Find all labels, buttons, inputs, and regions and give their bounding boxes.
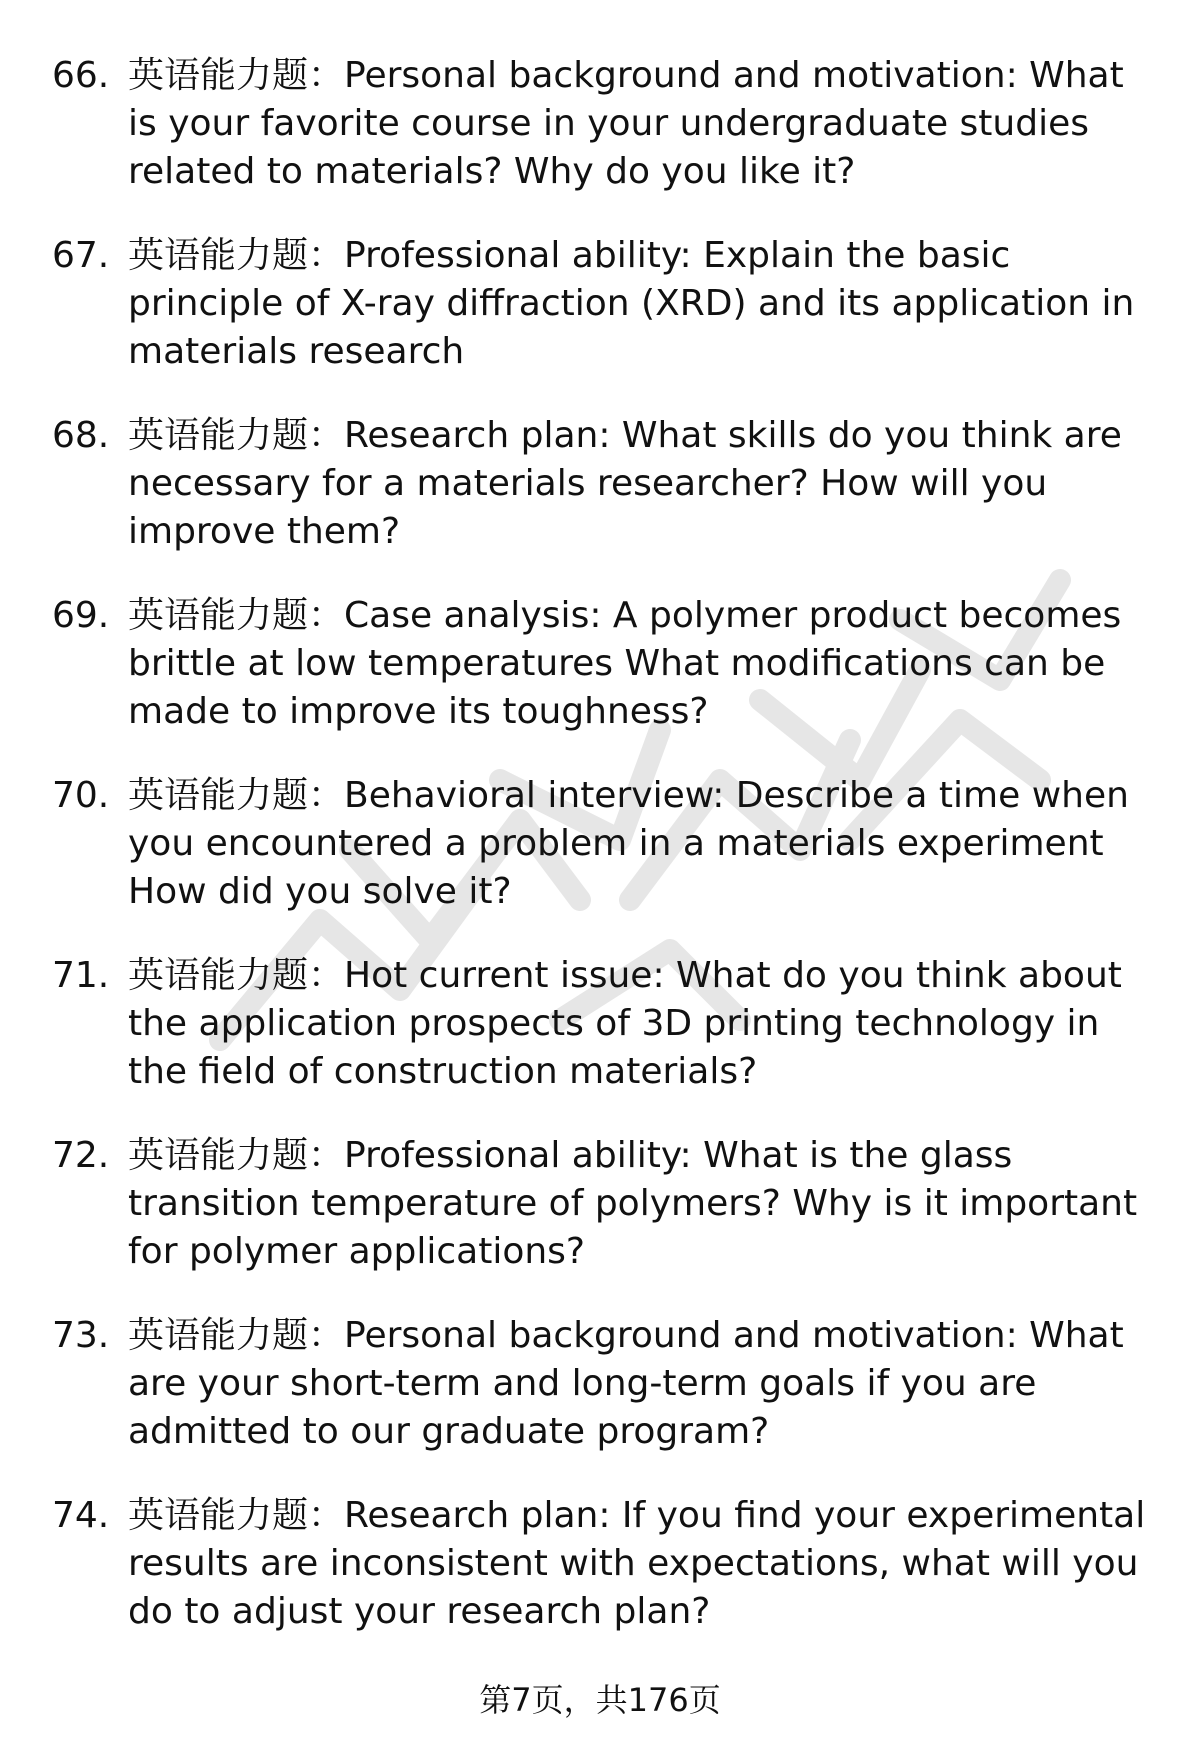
question-text: Professional ability: What is the glass transition temperature of polymers? Why is it important for polymer applications?: [128, 1135, 1138, 1272]
question-number: 66.: [52, 55, 110, 96]
question-number: 71.: [52, 955, 110, 996]
question-number: 73.: [52, 1315, 110, 1356]
question-category: 英语能力题：: [128, 1495, 345, 1536]
question-text: Behavioral interview: Describe a time when you encountered a problem in a materials experiment How did you solve it?: [128, 775, 1129, 912]
page-number: 第7页，共176页: [479, 1681, 721, 1719]
question-text: Case analysis: A polymer product becomes brittle at low temperatures What modifications can be made to improve its toughness?: [128, 595, 1122, 732]
question-number: 70.: [52, 775, 110, 816]
question-category: 英语能力题：: [128, 775, 345, 816]
question-body: [128, 232, 1160, 376]
question-category: 英语能力题：: [128, 55, 345, 96]
question-body: [128, 412, 1160, 556]
question-category: 英语能力题：: [128, 595, 345, 636]
question-text: Personal background and motivation: What are your short-term and long-term goals if you are admitted to our graduate program?: [128, 1315, 1124, 1452]
question-number: 74.: [52, 1495, 110, 1536]
question-body: [128, 1132, 1160, 1276]
question-body: [128, 1492, 1160, 1636]
question-body: [128, 592, 1160, 736]
question-category: 英语能力题：: [128, 955, 345, 996]
question-text: Research plan: What skills do you think are necessary for a materials researcher? How will you improve them?: [128, 415, 1122, 552]
question-text: Personal background and motivation: What is your favorite course in your undergraduate studies related to materials? Why do you like it?: [128, 55, 1124, 192]
question-body: [128, 52, 1160, 196]
question-body: [128, 952, 1160, 1096]
question-number: 72.: [52, 1135, 110, 1176]
question-body: [128, 1312, 1160, 1456]
question-text: Research plan: If you find your experimental results are inconsistent with expectations, what will you do to adjust your research plan?: [128, 1495, 1146, 1632]
question-number: 67.: [52, 235, 110, 276]
question-category: 英语能力题：: [128, 415, 345, 456]
question-number: 69.: [52, 595, 110, 636]
question-body: [128, 772, 1160, 916]
question-category: 英语能力题：: [128, 1135, 345, 1176]
question-category: 英语能力题：: [128, 235, 345, 276]
question-number: 68.: [52, 415, 110, 456]
question-text: Professional ability: Explain the basic principle of X-ray diffraction (XRD) and its application in materials research: [128, 235, 1135, 372]
question-category: 英语能力题：: [128, 1315, 345, 1356]
question-text: Hot current issue: What do you think about the application prospects of 3D printing technology in the field of construction materials?: [128, 955, 1122, 1092]
